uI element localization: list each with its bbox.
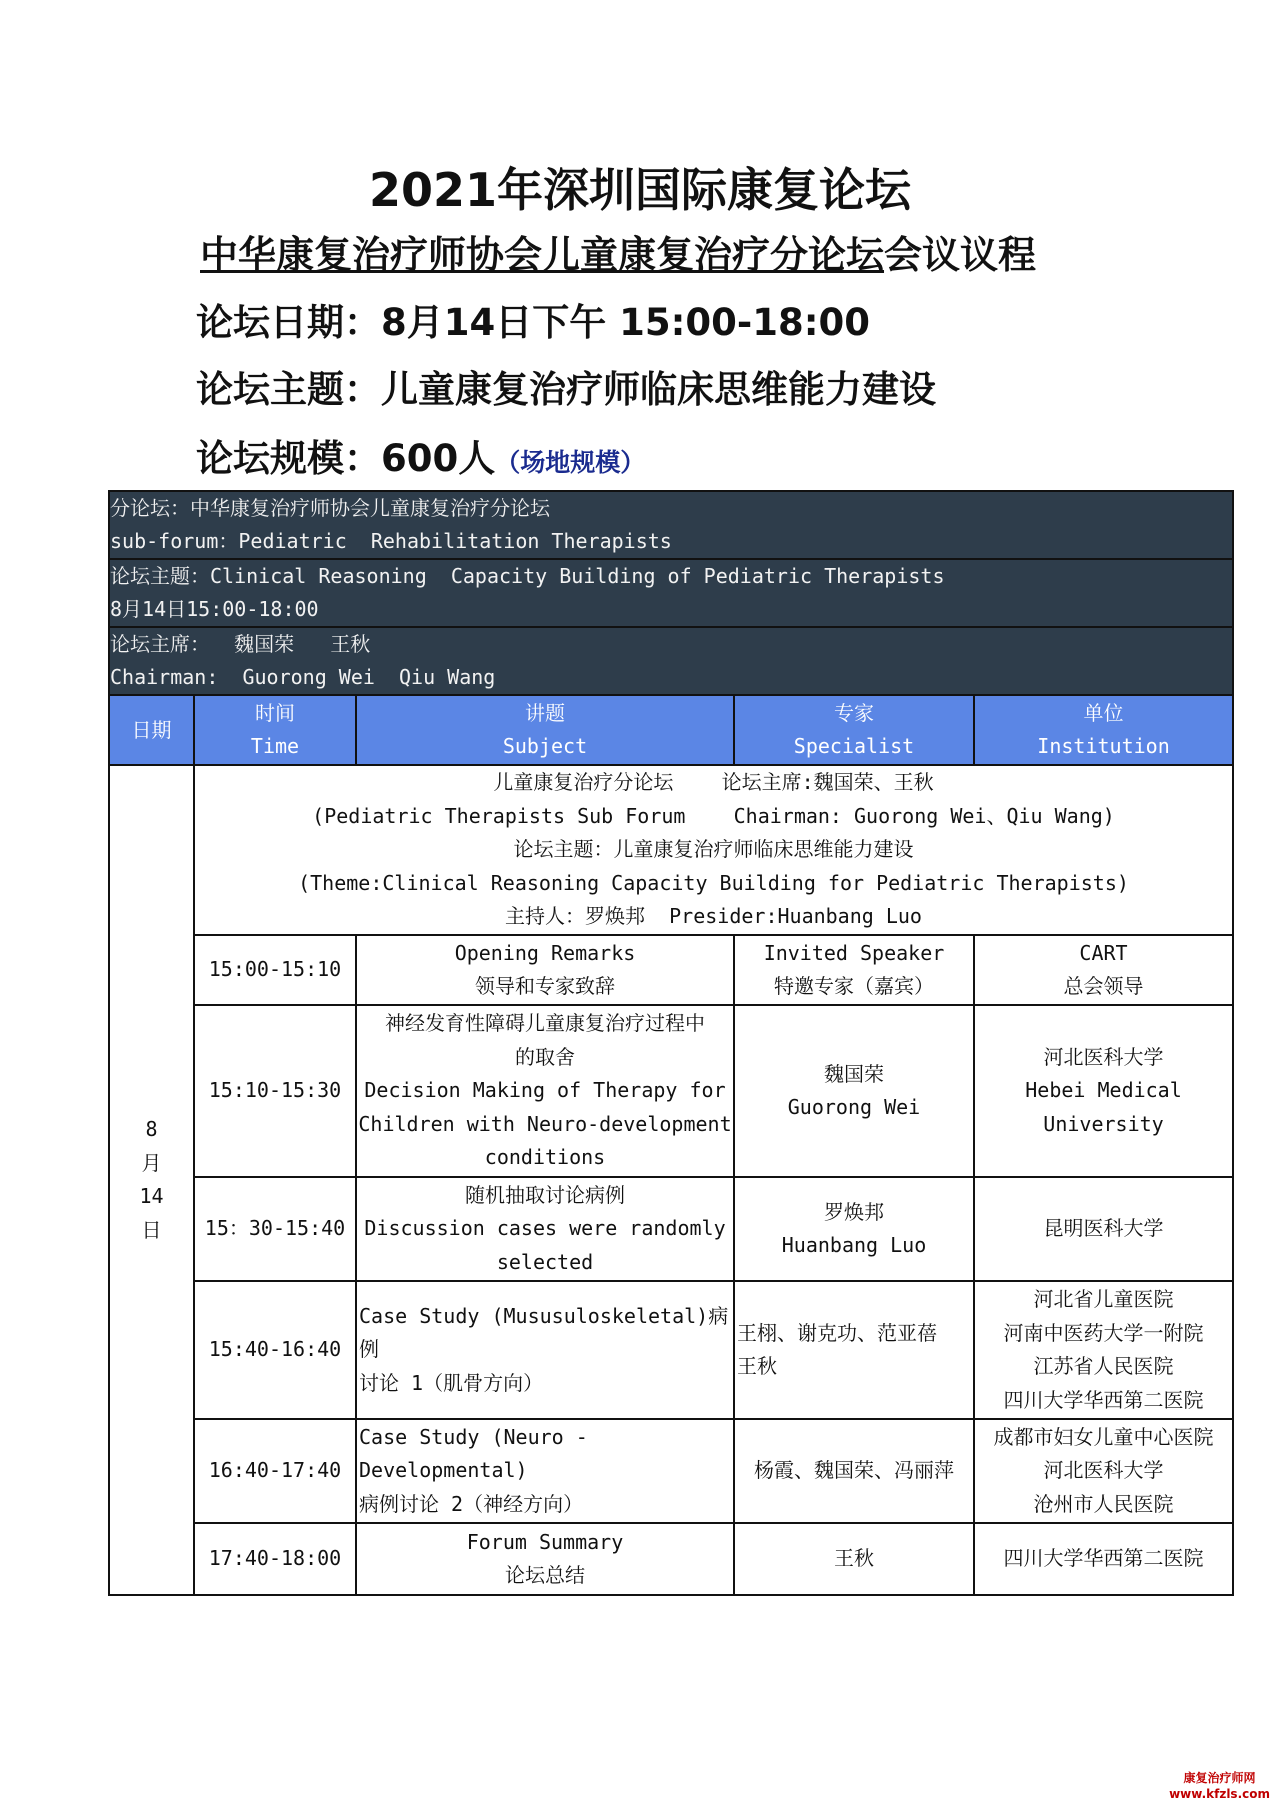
session-time: 16:40-17:40: [194, 1419, 356, 1523]
session-subject-line: selected: [496, 1249, 594, 1274]
watermark: 康复治疗师网 www.kfzls.com: [1169, 1771, 1270, 1801]
session-subject-line: conditions: [484, 1145, 606, 1170]
session-institution-line: 河北省儿童医院: [1033, 1287, 1174, 1311]
session-institution: [974, 1177, 1233, 1281]
session-row: [109, 1005, 1233, 1177]
session-time: 17:40-18:00: [194, 1523, 356, 1595]
session-institution-line: 四川大学华西第二医院: [1003, 1387, 1204, 1412]
chair-cn: 论坛主席： 魏国荣 王秋: [110, 632, 371, 656]
session-row: [109, 1419, 1233, 1523]
session-time: 15:00-15:10: [194, 935, 356, 1005]
intro-line: 儿童康复治疗分论坛 论坛主席:魏国荣、王秋: [493, 770, 934, 795]
session-institution: [974, 935, 1233, 1005]
session-specialist-line: 罗焕邦: [824, 1199, 884, 1224]
session-subject-line: 论坛总结: [505, 1563, 585, 1587]
chair-en: Chairman: Guorong Wei Qiu Wang: [110, 665, 496, 689]
session-institution: [974, 1419, 1233, 1523]
header-institution: 单位 Institution: [974, 695, 1233, 765]
session-specialist-line: Guorong Wei: [787, 1095, 921, 1119]
session-subject-line: Opening Remarks: [454, 940, 636, 965]
header-specialist: 专家 Specialist: [734, 695, 974, 765]
session-institution-line: CART: [1079, 940, 1128, 965]
session-time: 15:10-15:30: [194, 1005, 356, 1177]
subforum-cn: 分论坛：中华康复治疗师协会儿童康复治疗分论坛: [110, 496, 550, 520]
subforum-en: sub-forum：Pediatric Rehabilitation Therapists: [110, 529, 672, 553]
session-subject: [356, 1005, 734, 1177]
date-cell: [109, 765, 194, 1595]
session-subject-line: 随机抽取讨论病例: [465, 1182, 625, 1207]
session-specialist: [734, 1177, 974, 1281]
session-subject-line: Forum Summary: [466, 1529, 624, 1554]
session-row: [109, 1523, 1233, 1595]
session-subject-line: 领导和专家致辞: [475, 974, 615, 998]
date-part: 月: [141, 1150, 162, 1175]
session-subject-line: Children with Neuro-development: [358, 1111, 732, 1136]
session-specialist-line: 特邀专家（嘉宾）: [774, 974, 934, 998]
session-institution-line: 河南中医药大学一附院: [1003, 1320, 1204, 1345]
session-specialist-line: 魏国荣: [824, 1061, 884, 1086]
session-subject-line: 的取舍: [515, 1044, 575, 1069]
session-subject-line: 神经发育性障碍儿童康复治疗过程中: [385, 1011, 705, 1036]
header-time: 时间 Time: [194, 695, 356, 765]
session-specialist: [734, 1419, 974, 1523]
session-institution-line: 河北医科大学: [1043, 1458, 1164, 1483]
session-row: [109, 1177, 1233, 1281]
date-part: 日: [141, 1217, 162, 1242]
intro-line: (Theme:Clinical Reasoning Capacity Building for Pediatric Therapists): [298, 870, 1129, 895]
session-specialist: [734, 1523, 974, 1595]
session-specialist-line: Invited Speaker: [763, 940, 945, 965]
session-subject: [356, 1419, 734, 1523]
session-specialist-line: 王秋: [737, 1354, 777, 1378]
session-institution: [974, 1281, 1233, 1419]
column-header-row: [109, 695, 1233, 765]
session-institution-line: 河北医科大学: [1043, 1044, 1164, 1069]
date-part: 8: [145, 1117, 158, 1141]
session-subject: [356, 1281, 734, 1419]
subtitle-rest: 会议议程: [884, 233, 1037, 277]
theme-row: [109, 559, 1233, 627]
header-subject: 讲题 Subject: [356, 695, 734, 765]
page-title: 2021年深圳国际康复论坛: [368, 163, 912, 217]
session-specialist-line: 杨霞、魏国荣、冯丽萍: [754, 1458, 954, 1483]
theme-date: 8月14日15:00-18:00: [110, 597, 319, 621]
intro-row: [109, 765, 1233, 935]
forum-scale-note: （场地规模）: [495, 448, 646, 477]
intro-line: 论坛主题：儿童康复治疗师临床思维能力建设: [513, 837, 914, 862]
forum-scale-value: 论坛规模：600人: [196, 437, 496, 480]
session-specialist: [734, 1005, 974, 1177]
session-institution-line: 沧州市人民医院: [1033, 1491, 1174, 1516]
session-subject-line: Case Study (Neuro -Developmental): [359, 1424, 588, 1483]
session-subject-line: 讨论 1（肌骨方向）: [359, 1370, 544, 1395]
session-time: 15：30-15:40: [194, 1177, 356, 1281]
session-subject-line: Discussion cases were randomly: [364, 1216, 726, 1241]
session-subject-line: 病例讨论 2（神经方向）: [359, 1491, 584, 1516]
session-institution-line: 昆明医科大学: [1043, 1216, 1164, 1241]
session-institution-line: 江苏省人民医院: [1033, 1354, 1174, 1378]
session-institution-line: Hebei Medical: [1025, 1078, 1182, 1103]
forum-theme: 论坛主题：儿童康复治疗师临床思维能力建设: [196, 368, 936, 411]
session-row: [109, 1281, 1233, 1419]
session-time: 15:40-16:40: [194, 1281, 356, 1419]
session-institution: [974, 1523, 1233, 1595]
agenda-table: [108, 490, 1234, 1596]
session-specialist: [734, 935, 974, 1005]
forum-date: 论坛日期：8月14日下午 15:00-18:00: [196, 301, 871, 344]
session-specialist-line: 王秋: [834, 1546, 874, 1571]
session-subject: [356, 935, 734, 1005]
session-subject: [356, 1523, 734, 1595]
session-row: [109, 935, 1233, 1005]
intro-line: 主持人：罗焕邦 Presider:Huanbang Luo: [505, 904, 922, 929]
session-institution: [974, 1005, 1233, 1177]
session-specialist: [734, 1281, 974, 1419]
session-institution-line: 四川大学华西第二医院: [1003, 1546, 1204, 1571]
session-institution-line: University: [1043, 1111, 1164, 1136]
intro-cell: [194, 765, 1233, 935]
date-part: 14: [139, 1184, 164, 1208]
chair-row: [109, 627, 1233, 695]
header-date: 日期: [109, 695, 194, 765]
subtitle-underlined: 中华康复治疗师协会儿童康复治疗分论坛: [200, 233, 885, 277]
session-institution-line: 总会领导: [1063, 974, 1144, 998]
session-subject-line: Case Study (Mususuloskeletal)病例: [359, 1303, 729, 1362]
theme-en: 论坛主题：Clinical Reasoning Capacity Building of Pediatric Therapists: [110, 564, 945, 588]
forum-scale: [196, 433, 645, 489]
session-institution-line: 成都市妇女儿童中心医院: [993, 1424, 1214, 1449]
session-subject: [356, 1177, 734, 1281]
session-specialist-line: Huanbang Luo: [781, 1233, 927, 1257]
intro-line: (Pediatric Therapists Sub Forum Chairman: Guorong Wei、Qiu Wang): [312, 803, 1115, 828]
subforum-row: [109, 491, 1233, 559]
session-specialist-line: 王栩、谢克功、范亚蓓: [737, 1320, 937, 1345]
session-subject-line: Decision Making of Therapy for: [364, 1078, 726, 1103]
page-subtitle: [200, 228, 1100, 282]
